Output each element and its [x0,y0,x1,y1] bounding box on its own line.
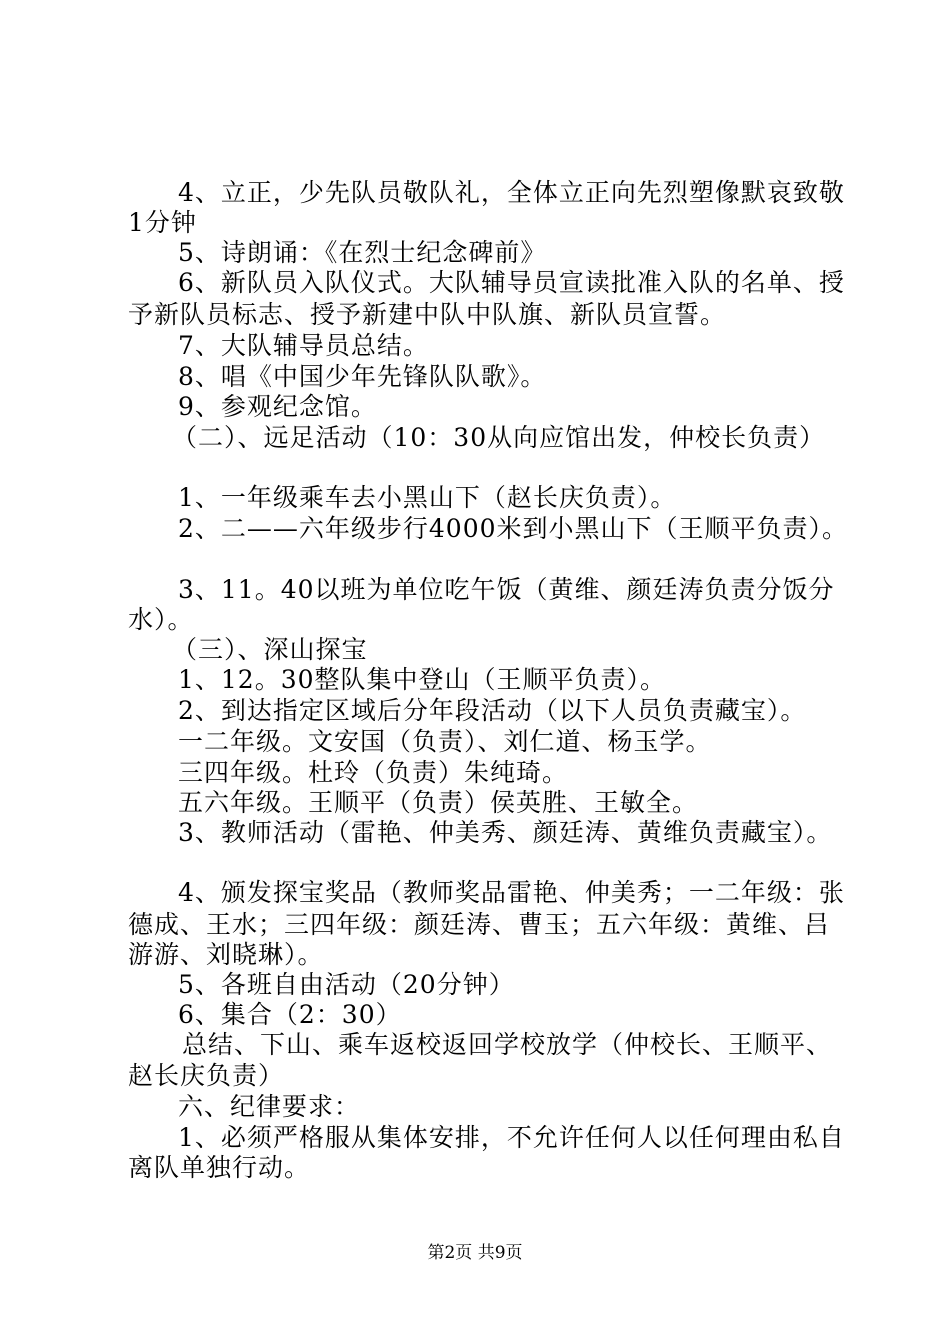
text-line: 5、各班自由活动（20分钟） [178,970,515,999]
text-line: 3、教师活动（雷艳、仲美秀、颜廷涛、黄维负责藏宝）。 [178,818,833,847]
text-line: 5、诗朗诵：《在烈士纪念碑前》 [178,238,547,267]
text-line: 3、11。40以班为单位吃午饭（黄维、颜廷涛负责分饭分 [178,575,835,604]
text-line: 2、到达指定区域后分年段活动（以下人员负责藏宝）。 [178,696,807,725]
text-line: 五六年级。王顺平（负责）侯英胜、王敏全。 [178,788,699,817]
text-line: 4、立正，少先队员敬队礼，全体立正向先烈塑像默哀致敬 [178,178,845,207]
text-line: 8、唱《中国少年先锋队队歌》。 [178,362,547,391]
text-line: 三四年级。杜玲（负责）朱纯琦。 [178,758,569,787]
text-line: 1、必须严格服从集体安排，不允许任何人以任何理由私自 [178,1123,845,1152]
text-line: 德成、王水；三四年级：颜廷涛、曹玉；五六年级：黄维、吕 [128,910,831,939]
text-line: 1、一年级乘车去小黑山下（赵长庆负责）。 [178,483,677,512]
text-line: 一二年级。文安国（负责）、刘仁道、杨玉学。 [178,727,712,756]
text-line: 1分钟 [128,208,197,237]
text-line: 总结、下山、乘车返校返回学校放学（仲校长、王顺平、 [182,1030,833,1059]
text-line: 赵长庆负责） [128,1061,285,1090]
text-line: 2、二——六年级步行4000米到小黑山下（王顺平负责）。 [178,514,849,543]
text-line: 4、颁发探宝奖品（教师奖品雷艳、仲美秀；一二年级：张 [178,878,845,907]
text-line: 离队单独行动。 [128,1153,311,1182]
text-line: 6、新队员入队仪式。大队辅导员宣读批准入队的名单、授 [178,268,845,297]
page-number-footer: 第2页 共9页 [427,1243,523,1263]
text-line: 水）。 [128,605,194,634]
section-heading: （二）、远足活动（10：30从向应馆出发，仲校长负责） [172,423,826,452]
text-line: 7、大队辅导员总结。 [178,331,429,360]
text-line: 予新队员标志、授予新建中队中队旗、新队员宣誓。 [128,300,727,329]
text-line: 9、参观纪念馆。 [178,392,377,421]
text-line: 6、集合（2：30） [178,1000,402,1029]
text-line: 游游、刘晓琳）。 [128,940,324,969]
text-line: 1、12。30整队集中登山（王顺平负责）。 [178,665,667,694]
section-heading: （三）、深山探宝 [172,635,368,664]
section-heading: 六、纪律要求： [178,1092,361,1121]
